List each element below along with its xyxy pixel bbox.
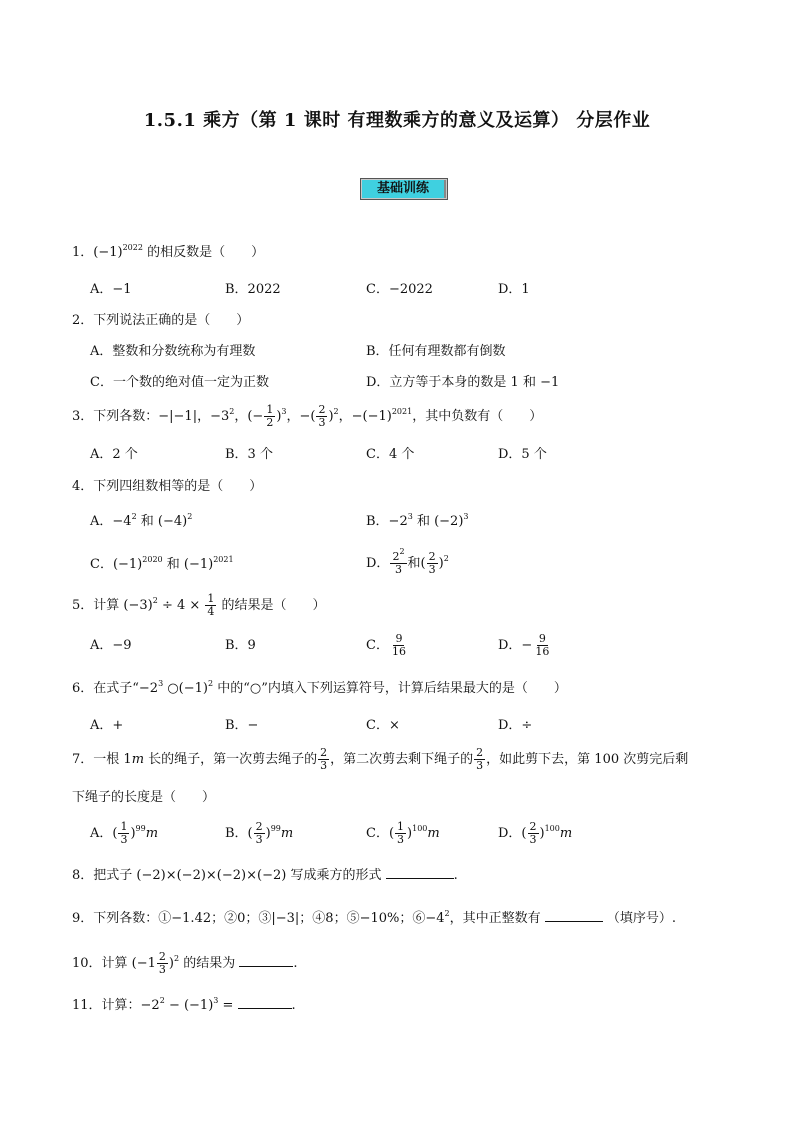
fraction: $\frac{2^2}{3}$ bbox=[392, 547, 405, 576]
question-4: 4．下列四组数相等的是（ ） bbox=[72, 479, 263, 494]
q6-option-c: C．× bbox=[366, 718, 400, 733]
question-1: 1．$(-1)^{2022}$ 的相反数是（ ） bbox=[72, 243, 265, 260]
q3-option-a: A．2 个 bbox=[90, 447, 138, 462]
q5-option-d: D．− $\frac{9}{16}$ bbox=[498, 632, 550, 658]
q7-option-b: B．( $\frac{2}{3}$ )$^{99}$m bbox=[225, 820, 294, 846]
q7-option-d: D．( $\frac{2}{3}$ )$^{100}$m bbox=[498, 820, 573, 846]
q4-option-a: A．$-4^2$ 和 $(-4)^2$ bbox=[90, 512, 193, 529]
question-10: 10．计算 (−1 $\frac{2}{3}$ )$^2$ 的结果为 . bbox=[72, 950, 298, 976]
q4-option-c: C．$(-1)^{2020}$ 和 $(-1)^{2021}$ bbox=[90, 555, 234, 572]
q1-option-d: D．1 bbox=[498, 282, 530, 297]
q1-option-b: B．2022 bbox=[225, 282, 281, 297]
fraction: $\frac{2}{3}$ bbox=[255, 820, 263, 846]
fraction: $\frac{2}{3}$ bbox=[428, 550, 436, 576]
page-title: 1.5.1 乘方（第 1 课时 有理数乘方的意义及运算） 分层作业 bbox=[143, 110, 651, 131]
fraction: $\frac{2}{3}$ bbox=[476, 746, 484, 772]
q4-option-d: D． $\frac{2^2}{3}$ 和( $\frac{2}{3}$ )$^2$ bbox=[366, 547, 449, 576]
q1-option-c: C．−2022 bbox=[366, 282, 433, 297]
question-5: 5．计算 $(-3)^2 \div 4$ × $\frac{1}{4}$ 的结果是（ ） bbox=[72, 592, 326, 618]
q7-option-a: A．( $\frac{1}{3}$ )$^{99}$m bbox=[90, 820, 159, 846]
question-7: 7．一根 1m 长的绳子，第一次剪去绳子的 $\frac{2}{3}$ ，第二次剪去剩下绳子的 $\frac{2}{3}$ ，如此剪下去，第 100 次剪完后剩 bbox=[72, 746, 689, 772]
q3-option-d: D．5 个 bbox=[498, 447, 547, 462]
fraction: $\frac{9}{16}$ bbox=[535, 632, 550, 658]
q6-option-a: A．+ bbox=[90, 718, 124, 733]
fraction: $\frac{2}{3}$ bbox=[529, 820, 537, 846]
question-6: 6．在式子“$-2^3$ $○(-1)^2$ 中的“○”内填入下列运算符号，计算后结果最大的是（ ） bbox=[72, 679, 567, 696]
q6-option-d: D．÷ bbox=[498, 718, 533, 733]
answer-blank[interactable] bbox=[545, 909, 603, 922]
fraction: $\frac{1}{4}$ bbox=[207, 592, 215, 618]
q2-option-c: C．一个数的绝对值一定为正数 bbox=[90, 375, 269, 390]
question-8: 8．把式子 (−2)×(−2)×(−2)×(−2) 写成乘方的形式 . bbox=[72, 868, 458, 883]
q1-option-a: A．−1 bbox=[90, 282, 132, 297]
q2-option-b: B．任何有理数都有倒数 bbox=[366, 344, 506, 359]
fraction: $\frac{1}{3}$ bbox=[397, 820, 405, 846]
section-badge bbox=[360, 178, 448, 200]
q6-option-b: B．− bbox=[225, 718, 259, 733]
fraction: $\frac{1}{2}$ bbox=[266, 403, 274, 429]
fraction: $\frac{2}{3}$ bbox=[318, 403, 326, 429]
answer-blank[interactable] bbox=[239, 954, 293, 967]
q3-option-b: B．3 个 bbox=[225, 447, 273, 462]
q2-option-d: D．立方等于本身的数是 1 和 −1 bbox=[366, 375, 560, 390]
section-badge-label: 基础训练 bbox=[362, 180, 446, 198]
question-2: 2．下列说法正确的是（ ） bbox=[72, 313, 250, 328]
question-9: 9．下列各数：①−1.42；②0；③|−3|；④8；⑤−10%；$⑥-4^2$，其中正整数有 （填序号）. bbox=[72, 909, 677, 926]
q4-option-b: B．$-2^3$ 和 $(-2)^3$ bbox=[366, 512, 469, 529]
answer-blank[interactable] bbox=[238, 996, 292, 1009]
q3-option-c: C．4 个 bbox=[366, 447, 415, 462]
question-11: 11．计算：$-2^2 - (-1)^3$ = . bbox=[72, 996, 296, 1013]
q5-option-a: A．−9 bbox=[90, 638, 132, 653]
fraction: $\frac{9}{16}$ bbox=[391, 632, 406, 658]
q2-option-a: A．整数和分数统称为有理数 bbox=[90, 344, 256, 359]
fraction: $\frac{1}{3}$ bbox=[120, 820, 128, 846]
question-3: 3．下列各数：−|−1|，$-3^2$，(− $\frac{1}{2}$ )$^3$，−( $\frac{2}{3}$ )$^2$，$-(-1)^{2021}$，其中负数有（ ） bbox=[72, 403, 543, 429]
q5-option-b: B．9 bbox=[225, 638, 256, 653]
q7-option-c: C．( $\frac{1}{3}$ )$^{100}$m bbox=[366, 820, 440, 846]
question-7-line-2: 下绳子的长度是（ ） bbox=[72, 790, 216, 805]
fraction: $\frac{2}{3}$ bbox=[158, 950, 166, 976]
fraction: $\frac{2}{3}$ bbox=[320, 746, 328, 772]
q5-option-c: C． $\frac{9}{16}$ bbox=[366, 632, 406, 658]
answer-blank[interactable] bbox=[386, 866, 454, 879]
